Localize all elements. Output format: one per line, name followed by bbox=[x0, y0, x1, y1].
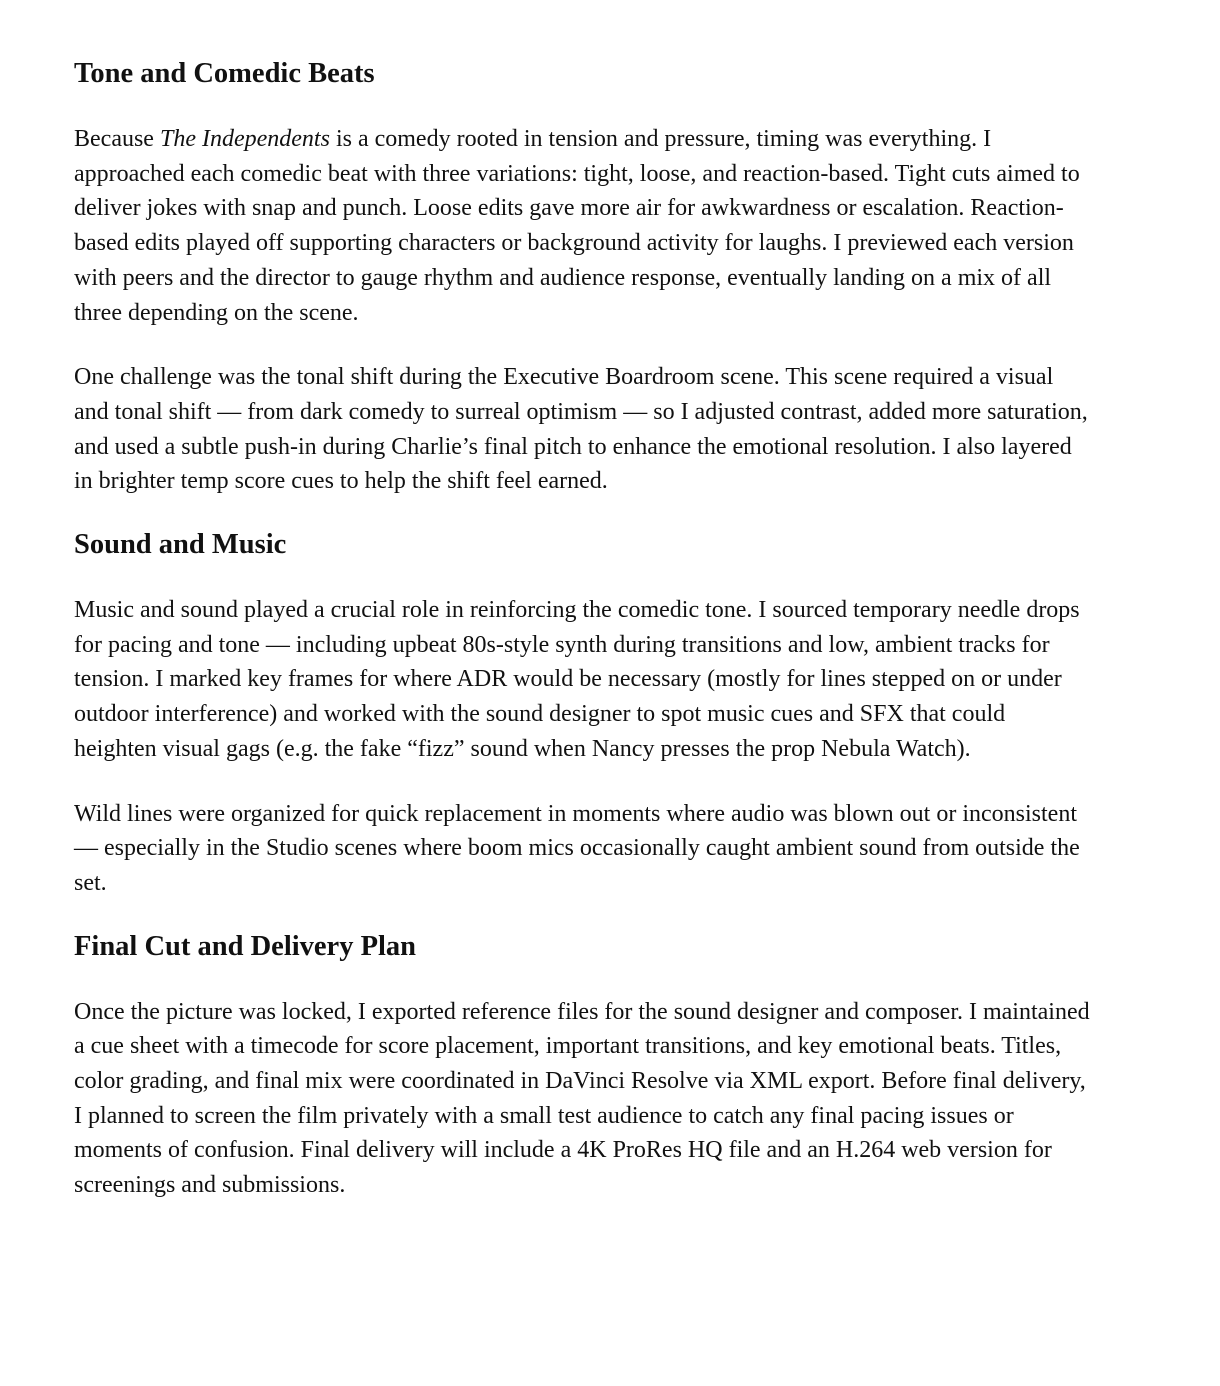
paragraph: Wild lines were organized for quick replacement in moments where audio was blown out or inconsistent — especially in the Studio scenes where boom mics occasionally caught ambient sound from outside the set. bbox=[74, 800, 1080, 896]
section-heading: Tone and Comedic Beats bbox=[74, 58, 375, 89]
section-heading: Sound and Music bbox=[74, 529, 287, 561]
section-tone-and-comedic-beats bbox=[74, 56, 1090, 499]
paragraph: One challenge was the tonal shift during the Executive Boardroom scene. This scene required a visual and tonal shift — from dark comedy to surreal optimism — so I adjusted contrast, added more saturation, and used a subtle push-in during Charlie’s final pitch to enhance the emotional resolution. I also layered in brighter temp score cues to help the shift feel earned. bbox=[74, 364, 1088, 495]
paragraph: Music and sound played a crucial role in reinforcing the comedic tone. I sourced temporary needle drops for pacing and tone — including upbeat 80s-style synth during transitions and low, ambient tracks for tension. I marked key frames for where ADR would be necessary (mostly for lines stepped on or under outdoor interference) and worked with the sound designer to spot music cues and SFX that could heighten visual gags (e.g. the fake “fizz” sound when Nancy presses the prop Nebula Watch). bbox=[74, 597, 1080, 762]
section-final-cut-and-delivery-plan bbox=[74, 929, 1090, 1203]
paragraph: Once the picture was locked, I exported reference files for the sound designer and composer. I maintained a cue sheet with a timecode for score placement, important transitions, and key emotional beats. Titles, color grading, and final mix were coordinated in DaVinci Resolve via XML export. Before final delivery, I planned to screen the film privately with a small test audience to catch any final pacing issues or moments of confusion. Final delivery will include a 4K ProRes HQ file and an H.264 web version for screenings and submissions. bbox=[74, 998, 1090, 1199]
section-heading: Final Cut and Delivery Plan bbox=[74, 930, 417, 962]
film-title: The Independents bbox=[159, 126, 330, 152]
paragraph-suffix: is a comedy rooted in tension and pressure, timing was everything. I approached each comedic beat with three variations: tight, loose, and reaction-based. Tight cuts aimed to deliver jokes with snap and punch. Loose edits gave more air for awkwardness or escalation. Reaction-based edits played off supporting characters or background activity for laughs. I previewed each version with peers and the director to gauge rhythm and audience response, eventually landing on a mix of all three depending on the scene. bbox=[74, 126, 1080, 326]
paragraph bbox=[74, 122, 1090, 330]
paragraph-prefix: Because bbox=[74, 126, 160, 152]
section-sound-and-music bbox=[74, 527, 1090, 901]
